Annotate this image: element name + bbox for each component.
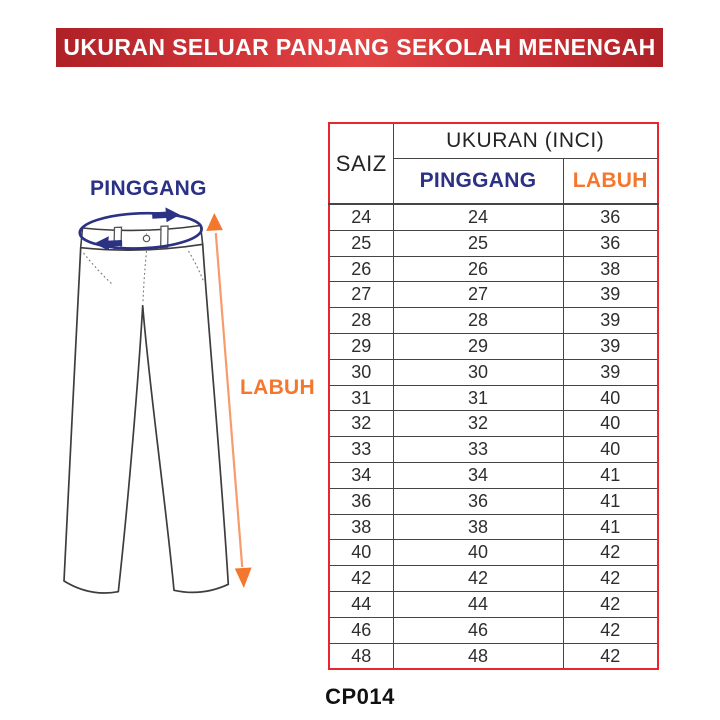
waist-arrow-right-icon — [152, 207, 180, 222]
size-column-header: SAIZ — [329, 123, 393, 204]
table-cell: 36 — [563, 230, 658, 256]
table-cell: 36 — [329, 488, 393, 514]
trousers-body — [64, 244, 228, 593]
size-table-body — [329, 204, 658, 669]
table-row — [329, 333, 658, 359]
page-title: UKURAN SELUAR PANJANG SEKOLAH MENENGAH — [63, 34, 656, 60]
table-cell: 32 — [329, 411, 393, 437]
table-cell: 24 — [329, 204, 393, 230]
table-cell: 31 — [393, 385, 563, 411]
table-cell: 31 — [329, 385, 393, 411]
table-cell: 44 — [329, 591, 393, 617]
table-row — [329, 566, 658, 592]
table-cell: 29 — [329, 333, 393, 359]
table-row — [329, 230, 658, 256]
trousers-diagram — [45, 205, 310, 615]
table-row — [329, 385, 658, 411]
table-row — [329, 359, 658, 385]
waist-label: PINGGANG — [90, 177, 207, 200]
table-cell: 48 — [329, 643, 393, 669]
table-cell: 40 — [563, 437, 658, 463]
table-cell: 42 — [563, 566, 658, 592]
table-cell: 42 — [329, 566, 393, 592]
length-column-header: LABUH — [563, 159, 658, 205]
table-row — [329, 204, 658, 230]
table-cell: 28 — [393, 308, 563, 334]
table-row — [329, 256, 658, 282]
table-cell: 32 — [393, 411, 563, 437]
table-cell: 33 — [329, 437, 393, 463]
table-row — [329, 514, 658, 540]
table-cell: 39 — [563, 282, 658, 308]
table-cell: 27 — [329, 282, 393, 308]
table-cell: 42 — [563, 617, 658, 643]
table-cell: 41 — [563, 488, 658, 514]
length-arrow-down-icon — [235, 568, 252, 589]
table-cell: 34 — [329, 462, 393, 488]
table-cell: 38 — [393, 514, 563, 540]
length-label: LABUH — [240, 376, 315, 399]
table-cell: 41 — [563, 514, 658, 540]
button — [143, 235, 149, 241]
table-cell: 33 — [393, 437, 563, 463]
table-row — [329, 462, 658, 488]
table-cell: 27 — [393, 282, 563, 308]
table-cell: 39 — [563, 308, 658, 334]
table-cell: 46 — [393, 617, 563, 643]
length-arrow-up-icon — [206, 213, 223, 231]
size-chart-table — [328, 122, 659, 670]
table-row — [329, 488, 658, 514]
size-table-header — [329, 123, 658, 204]
table-row — [329, 617, 658, 643]
table-cell: 30 — [329, 359, 393, 385]
table-row — [329, 282, 658, 308]
table-row — [329, 643, 658, 669]
table-cell: 29 — [393, 333, 563, 359]
table-cell: 34 — [393, 462, 563, 488]
table-cell: 36 — [563, 204, 658, 230]
waist-column-header: PINGGANG — [393, 159, 563, 205]
table-cell: 39 — [563, 333, 658, 359]
table-cell: 40 — [329, 540, 393, 566]
table-cell: 40 — [393, 540, 563, 566]
table-cell: 42 — [563, 643, 658, 669]
table-row — [329, 411, 658, 437]
table-cell: 25 — [329, 230, 393, 256]
table-row — [329, 591, 658, 617]
table-cell: 28 — [329, 308, 393, 334]
table-cell: 41 — [563, 462, 658, 488]
table-cell: 26 — [393, 256, 563, 282]
table-cell: 38 — [329, 514, 393, 540]
table-cell: 46 — [329, 617, 393, 643]
table-cell: 30 — [393, 359, 563, 385]
product-code: CP014 — [325, 684, 395, 709]
table-cell: 48 — [393, 643, 563, 669]
table-cell: 40 — [563, 411, 658, 437]
table-cell: 24 — [393, 204, 563, 230]
table-cell: 42 — [563, 591, 658, 617]
table-row — [329, 540, 658, 566]
table-cell: 42 — [563, 540, 658, 566]
table-cell: 38 — [563, 256, 658, 282]
unit-header: UKURAN (INCI) — [393, 123, 658, 159]
table-cell: 36 — [393, 488, 563, 514]
table-cell: 42 — [393, 566, 563, 592]
table-cell: 44 — [393, 591, 563, 617]
table-cell: 40 — [563, 385, 658, 411]
table-cell: 26 — [329, 256, 393, 282]
waistband — [81, 226, 203, 251]
table-cell: 25 — [393, 230, 563, 256]
table-row — [329, 308, 658, 334]
title-banner — [56, 28, 663, 67]
table-row — [329, 437, 658, 463]
table-cell: 39 — [563, 359, 658, 385]
